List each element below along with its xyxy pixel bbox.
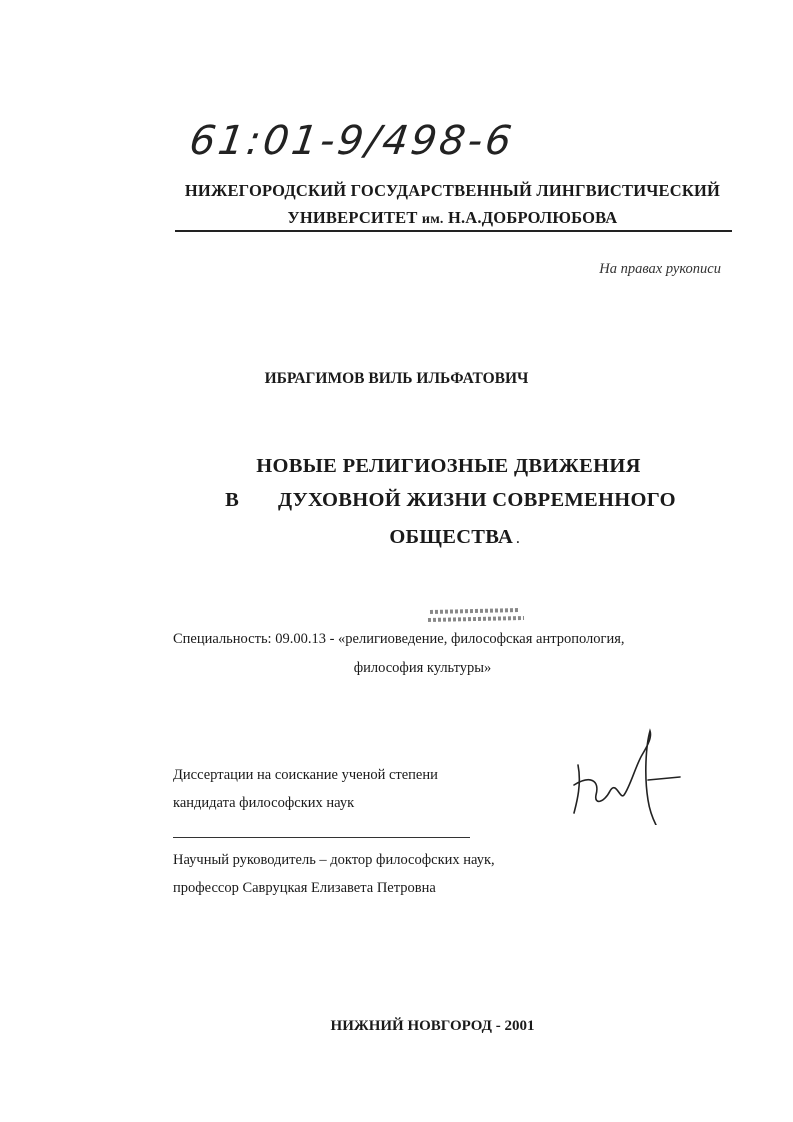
institution-line-2-name: Н.А.ДОБРОЛЮБОВА [447, 208, 618, 227]
manuscript-rights-note: На правах рукописи [599, 261, 721, 277]
degree-separator-rule [173, 837, 470, 838]
specialty-line-2: философия культуры» [353, 660, 492, 676]
stamp-smudge-mark [420, 604, 530, 628]
institution-line-2 [56, 208, 793, 228]
institution-underline [175, 230, 732, 232]
degree-line-1: Диссертации на соискание ученой степени [173, 767, 438, 783]
title-line-2 [54, 489, 793, 512]
city-year: НИЖНИЙ НОВГОРОД - 2001 [330, 1018, 535, 1034]
advisor-line-2: профессор Савруцкая Елизавета Петровна [173, 880, 436, 896]
institution-line-1: НИЖЕГОРОДСКИЙ ГОСУДАРСТВЕННЫЙ ЛИНГВИСТИЧЕСКИЙ [184, 181, 721, 200]
title-line-1: НОВЫЕ РЕЛИГИОЗНЫЕ ДВИЖЕНИЯ [256, 455, 641, 477]
institution-line-2-abbr: им. [421, 212, 444, 227]
title-line-3-text: ОБЩЕСТВА [389, 526, 514, 548]
specialty-line-1: Специальность: 09.00.13 - «религиоведение, философская антропология, [173, 631, 625, 647]
degree-line-2: кандидата философских наук [173, 795, 355, 811]
title-line-3: ОБЩЕСТВА . [389, 526, 520, 548]
title-line-2-prefix: В [225, 489, 240, 511]
archive-code-handwritten: 61:01-9/498-6 [186, 118, 518, 164]
institution-line-2-main: УНИВЕРСИТЕТ [287, 208, 418, 227]
handwritten-signature [560, 725, 690, 825]
advisor-line-1: Научный руководитель – доктор философских наук, [173, 852, 495, 868]
author-name: ИБРАГИМОВ ВИЛЬ ИЛЬФАТОВИЧ [264, 370, 529, 387]
title-line-2-main: ДУХОВНОЙ ЖИЗНИ СОВРЕМЕННОГО [278, 489, 676, 511]
